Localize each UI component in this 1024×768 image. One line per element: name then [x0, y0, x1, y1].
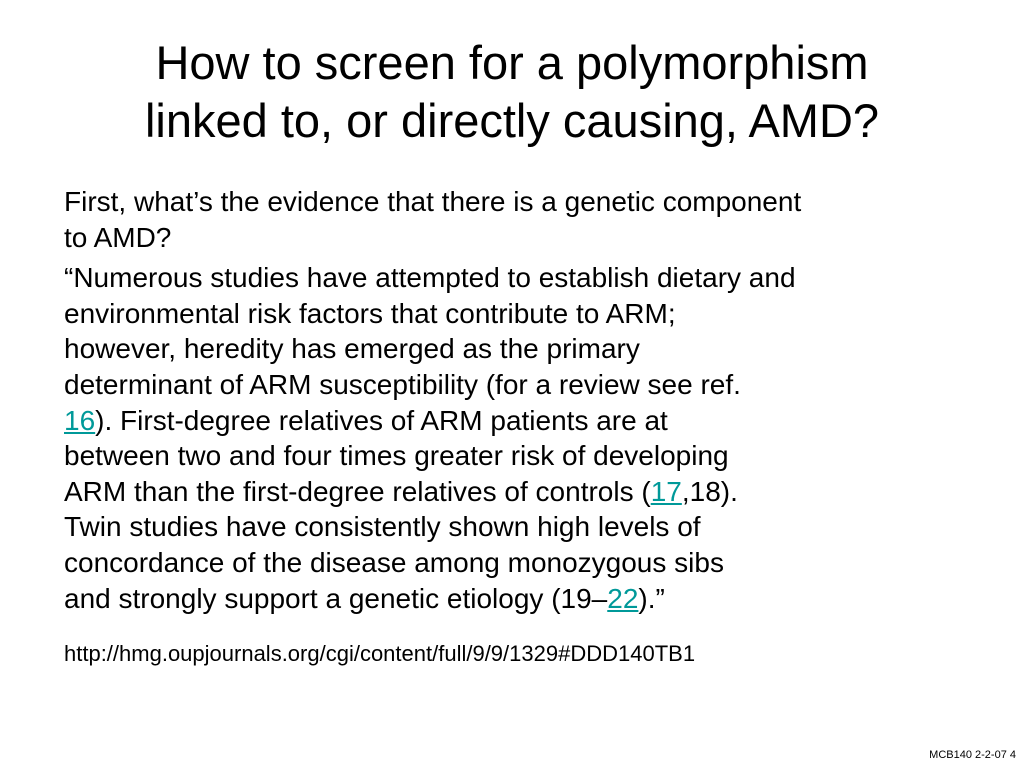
question-paragraph — [64, 184, 974, 255]
quote-line-6: between two and four times greater risk of developing — [64, 440, 729, 472]
slide-footer: MCB140 2-2-07 4 — [929, 749, 1016, 761]
quote-line-3: however, heredity has emerged as the primary — [64, 333, 640, 365]
source-url: http://hmg.oupjournals.org/cgi/content/full/9/9/1329#DDD140TB1 — [64, 641, 696, 666]
reference-link-22[interactable]: 22 — [607, 582, 639, 614]
question-line-2: to AMD? — [64, 221, 172, 253]
quote-line-10-post: ).” — [638, 582, 665, 614]
quote-line-4: determinant of ARM susceptibility (for a review see ref. — [64, 368, 741, 400]
slide-body — [64, 184, 974, 621]
title-line-1: How to screen for a polymorphism — [155, 36, 869, 89]
question-line-1: First, what’s the evidence that there is a genetic component — [64, 186, 802, 217]
quote-line-5-text: ). First-degree relatives of ARM patients are at — [95, 404, 668, 436]
quote-line-7-pre: ARM than the first-degree relatives of controls ( — [64, 475, 651, 507]
reference-link-17[interactable]: 17 — [650, 475, 682, 507]
slide-title — [40, 34, 984, 150]
title-line-2: linked to, or directly causing, AMD? — [144, 94, 880, 147]
quote-line-8: Twin studies have consistently shown high levels of — [64, 511, 701, 543]
quote-line-7-post: ,18). — [681, 475, 738, 507]
quote-paragraph — [64, 260, 974, 616]
quote-line-10-pre: and strongly support a genetic etiology (19– — [64, 582, 608, 614]
quote-line-10 — [64, 581, 974, 617]
quote-line-9: concordance of the disease among monozygous sibs — [64, 546, 724, 578]
quote-line-7 — [64, 474, 974, 510]
quote-line-1: “Numerous studies have attempted to establish dietary and — [64, 262, 796, 294]
reference-link-16[interactable]: 16 — [64, 404, 96, 436]
quote-line-2: environmental risk factors that contribute to ARM; — [64, 297, 676, 329]
quote-line-5 — [64, 403, 974, 439]
